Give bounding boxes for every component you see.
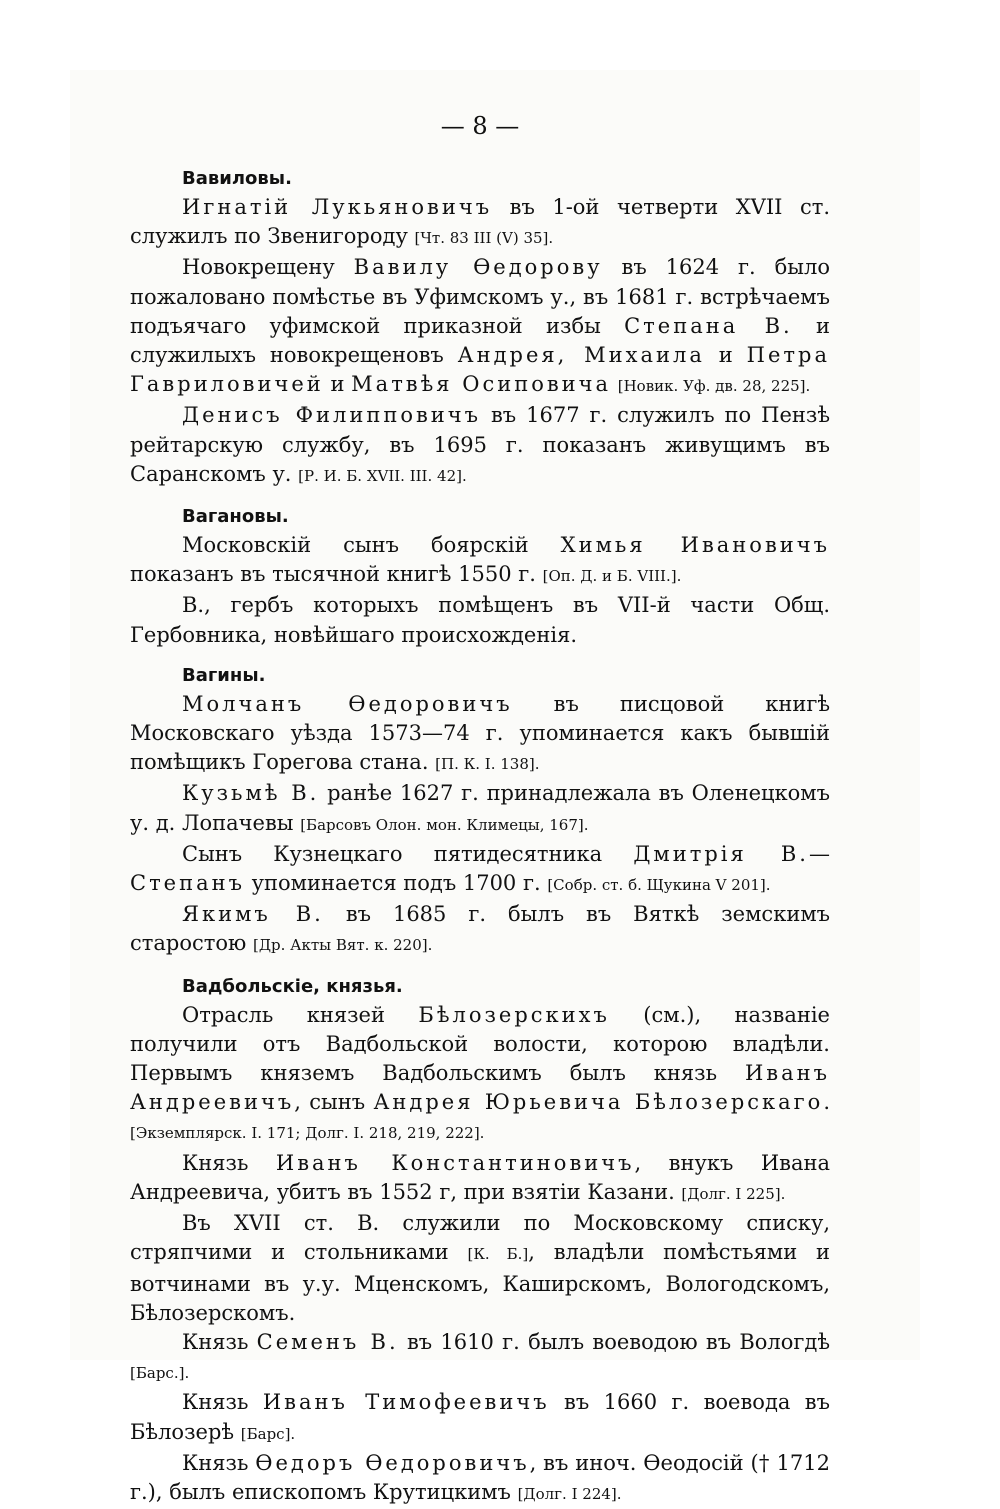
text-run: въ 1-ой четверти XVII ст. служилъ по Звенигороду: [130, 195, 831, 249]
citation-ref: [Р. И. Б. XVII. III. 42].: [298, 466, 467, 485]
entry-paragraph: [130, 900, 830, 960]
text-run: , владѣли помѣстьями и вотчинами въ у.у. Мценскомъ, Каширскомъ, Вологодскомъ, Бѣлозерскомъ.: [130, 1240, 830, 1325]
text-run: въ писцовой книгѣ Московскаго уѣзда 1573—74 г. упоминается какъ бывшій помѣщикъ Горегова стана.: [130, 691, 831, 775]
entry-paragraph: [130, 840, 830, 900]
text-run: и: [323, 372, 352, 397]
section-heading: Вавиловы.: [182, 168, 292, 189]
text-run: Князь: [182, 1150, 276, 1175]
text-run: Князь: [182, 1329, 257, 1354]
text-run: упоминается подъ 1700 г.: [245, 871, 548, 896]
section-heading: Вадбольскіе, князья.: [182, 975, 403, 997]
text-run: показанъ въ тысячной книгѣ 1550 г.: [130, 562, 543, 587]
spaced-name: Өедоръ Өедоровичъ: [255, 1450, 530, 1475]
citation-ref: [Экземплярск. I. 171; Долг. I. 218, 219, 222].: [130, 1124, 485, 1143]
spaced-name: Иванъ Тимофеевичъ: [262, 1390, 550, 1415]
page-number: — 8 —: [440, 112, 520, 140]
citation-ref: [Барсовъ Олон. мон. Климецы, 167].: [300, 815, 589, 834]
spaced-name: Якимъ В.: [182, 902, 324, 927]
entry-paragraph: [130, 1209, 830, 1328]
section-heading: Вагины.: [182, 664, 266, 686]
citation-ref: [Новик. Уф. дв. 28, 225].: [617, 377, 811, 396]
text-run: —: [809, 841, 830, 866]
entry-paragraph: [130, 1449, 830, 1509]
spaced-name: Вавилу Өедорову: [353, 255, 603, 280]
citation-ref: [Барс.].: [130, 1364, 190, 1383]
citation-ref: [Долг. I 225].: [681, 1184, 786, 1203]
citation-ref: [П. К. I. 138].: [435, 755, 540, 774]
text-run: Князь: [182, 1390, 263, 1415]
text-run: ранѣе 1627 г. принадлежала въ Оленецкомъ у. д. Лопачевы: [130, 781, 830, 835]
citation-ref: [Барс].: [240, 1424, 296, 1443]
text-run: В., гербъ которыхъ помѣщенъ въ VII-й части Общ. Гербовника, новѣйшаго происхожденія.: [130, 593, 830, 647]
spaced-name: Иванъ Константиновичъ: [275, 1150, 635, 1175]
text-run: Въ XVII ст. В. служили по Московскому списку, стряпчими и стольниками: [130, 1211, 830, 1265]
text-run: , сынъ: [294, 1090, 374, 1115]
spaced-name: Степана В.: [624, 313, 793, 338]
spaced-name: Кузьмѣ В.: [182, 781, 320, 806]
citation-ref: [Долг. I 224].: [517, 1484, 622, 1503]
section-heading: Вагановы.: [182, 506, 289, 528]
text-run: (см.), названіе получили отъ Вадбольской волости, которою владѣли. Первымъ княземъ Вадбольскимъ былъ князь: [130, 1002, 830, 1086]
text-run: въ 1685 г. былъ въ Вяткѣ земскимъ старостою: [130, 902, 831, 956]
text-run: и: [704, 343, 747, 368]
entry-paragraph: [130, 1149, 830, 1209]
spaced-name: Дмитрія В.: [633, 841, 809, 866]
document-body: [130, 110, 830, 1509]
spaced-name: Молчанъ Өедоровичъ: [182, 691, 513, 716]
text-run: Князь: [182, 1450, 256, 1475]
spaced-name: Бѣлозерскихъ: [418, 1002, 610, 1027]
text-run: Отрасль князей: [182, 1002, 419, 1027]
entry-paragraph: [130, 591, 830, 649]
entry-paragraph: [130, 1001, 830, 1149]
spaced-name: Андрея Юрьевича Бѣлозерскаго: [373, 1090, 824, 1115]
text-run: [611, 372, 618, 396]
entry-paragraph: [130, 1328, 830, 1388]
citation-ref: [Оп. Д. и Б. VIII.].: [542, 567, 682, 586]
text-run: , въ иноч. Өеодосій († 1712 г.), былъ епископомъ Крутицкимъ: [130, 1450, 830, 1504]
entry-paragraph: [130, 253, 830, 401]
entry-paragraph: [130, 193, 830, 253]
citation-ref: [Собр. ст. б. Щукина V 201].: [547, 876, 771, 895]
spaced-name: Семенъ В.: [256, 1329, 399, 1354]
entry-paragraph: [130, 690, 830, 780]
text-run: , внукъ Ивана Андреевича, убитъ въ 1552 г, при взятіи Казани.: [130, 1150, 831, 1204]
text-run: Московскій сынъ боярскій: [182, 533, 561, 558]
spaced-name: Иванъ Андреевичъ: [130, 1061, 830, 1115]
spaced-name: Химья Ивановичъ: [560, 533, 831, 558]
citation-ref: [Чт. 83 III (V) 35].: [414, 229, 554, 248]
text-run: въ 1660 г. воевода въ Бѣлозерѣ: [130, 1390, 830, 1444]
citation-ref: [Др. Акты Вят. к. 220].: [252, 936, 433, 955]
spaced-name: Андрея, Михаила: [457, 343, 705, 368]
entry-paragraph: [130, 779, 830, 839]
entry-paragraph: [130, 531, 830, 591]
entry-paragraph: [130, 1388, 830, 1448]
citation-ref: [К. Б.]: [467, 1245, 529, 1264]
text-run: и служилыхъ новокрещеновъ: [130, 313, 830, 368]
text-run: Сынъ Кузнецкаго пятидесятника: [182, 841, 634, 866]
spaced-name: Матвѣя Осиповича: [351, 372, 612, 397]
spaced-name: Игнатій Лукьяновичъ: [182, 195, 493, 219]
entry-paragraph: [130, 401, 830, 491]
text-run: въ 1677 г. служилъ по Пензѣ рейтарскую службу, въ 1695 г. показанъ живущимъ въ Саранскомъ у.: [130, 403, 830, 486]
text-run: въ 1624 г. было пожаловано помѣстье въ Уфимскомъ у., въ 1681 г. встрѣчаемъ подъячаго уфимской приказной избы: [130, 255, 830, 338]
text-run: .: [823, 1090, 830, 1115]
spaced-name: Денисъ Филипповичъ: [182, 403, 482, 428]
spaced-name: Степанъ: [130, 871, 245, 896]
text-run: въ 1610 г. былъ воеводою въ Вологдѣ: [398, 1329, 830, 1354]
text-run: Новокрещену: [182, 255, 354, 280]
spaced-name: Петра Гавриловичей: [130, 343, 830, 397]
